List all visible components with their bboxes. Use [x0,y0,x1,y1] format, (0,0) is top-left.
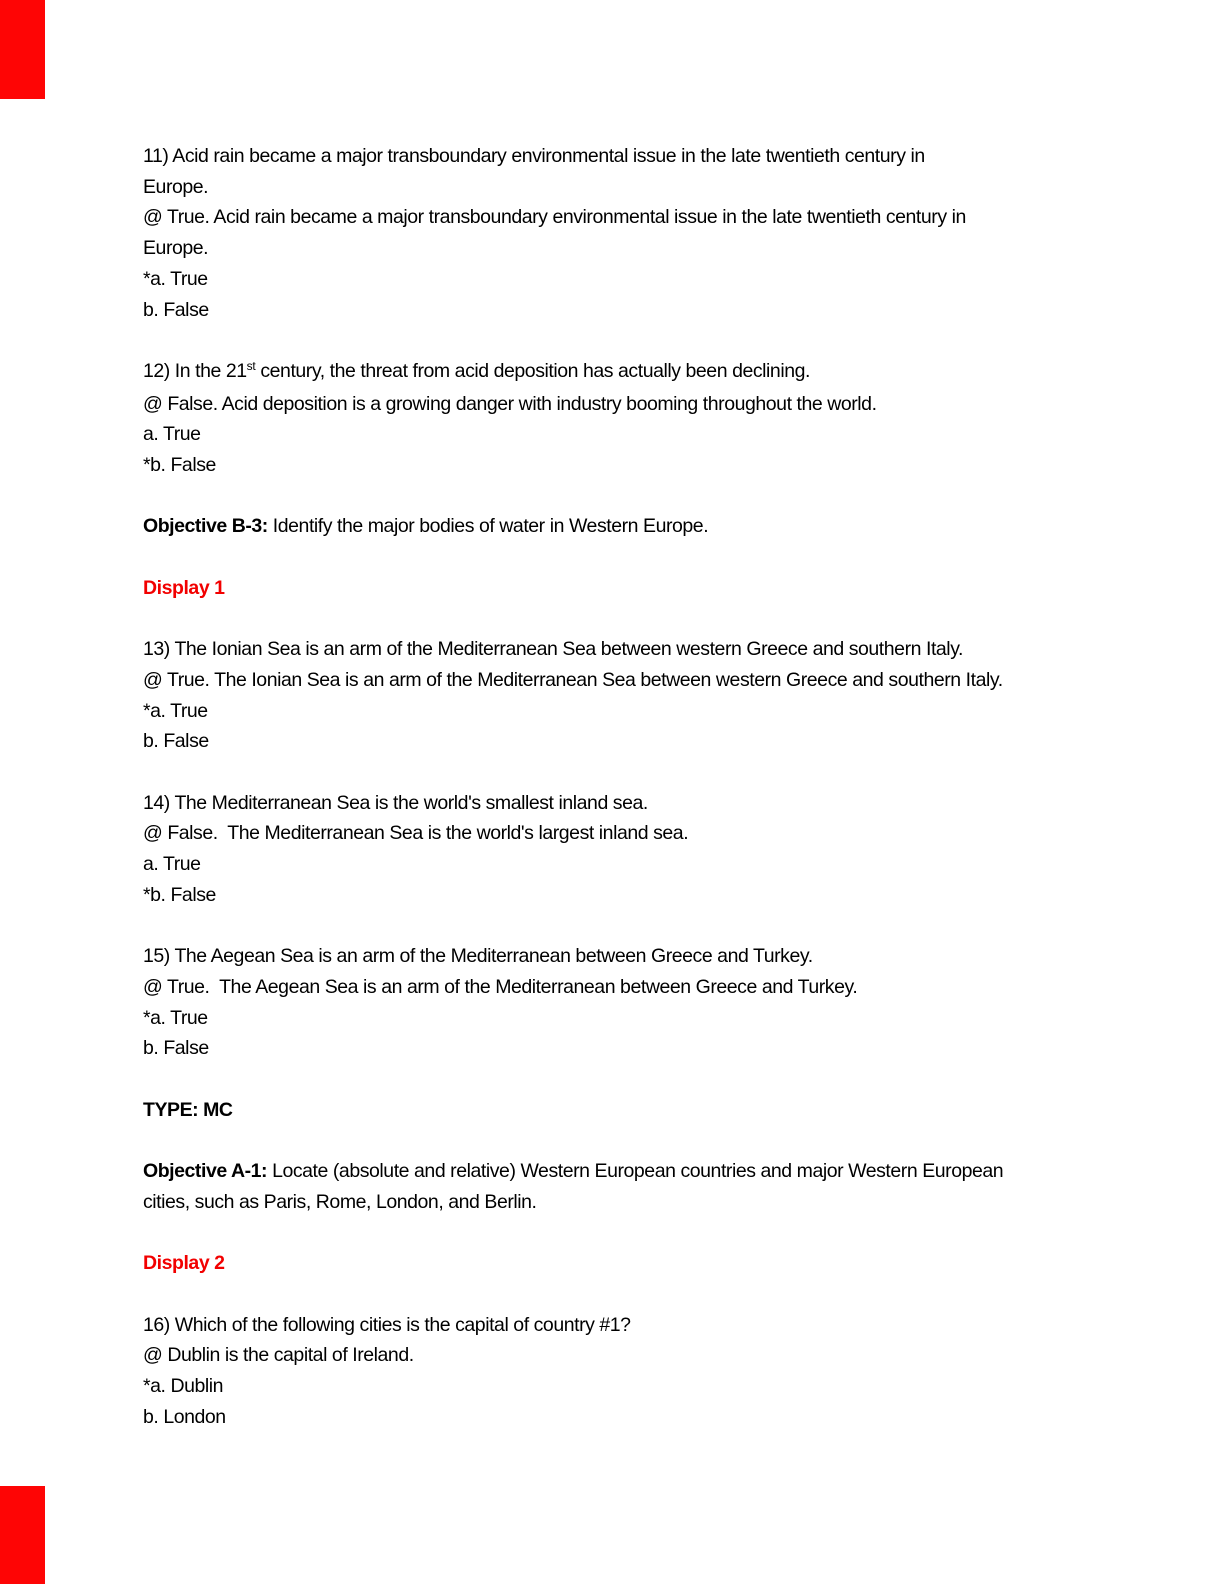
type-mc-label [143,1095,1093,1126]
text-segment: a. True [143,853,201,876]
text-line [143,1371,1093,1402]
text-line [143,573,1093,604]
text-line [143,1310,1093,1341]
question-11 [143,141,1093,325]
question-16 [143,1310,1093,1433]
text-segment: @ Dublin is the capital of Ireland. [143,1344,414,1367]
text-segment: b. False [143,1037,209,1060]
text-line [143,634,1093,665]
text-line [143,880,1093,911]
text-line [143,511,1093,542]
text-segment: Objective B-3: [143,515,268,538]
text-line [143,726,1093,757]
text-segment: *a. True [143,1006,208,1029]
text-segment: @ False. Acid deposition is a growing danger with industry booming throughout the world. [143,392,877,415]
text-line [143,419,1093,450]
text-segment: 12) In the 21 [143,359,247,382]
text-segment: TYPE: MC [143,1098,233,1121]
text-segment: @ True. The Ionian Sea is an arm of the Mediterranean Sea between western Greece and southern Italy. [143,668,1003,691]
text-segment: Display 1 [143,576,225,599]
text-segment: *a. Dublin [143,1374,224,1397]
question-14 [143,788,1093,911]
text-line [143,1248,1093,1279]
text-line [143,202,1093,233]
text-segment: 15) The Aegean Sea is an arm of the Mediterranean between Greece and Turkey. [143,945,813,968]
text-segment: Locate (absolute and relative) Western European countries and major Western European [267,1160,1004,1183]
text-line [143,1340,1093,1371]
text-line [143,665,1093,696]
text-segment: 16) Which of the following cities is the capital of country #1? [143,1313,631,1336]
text-segment: @ True. The Aegean Sea is an arm of the Mediterranean between Greece and Turkey. [143,975,858,998]
text-segment: 13) The Ionian Sea is an arm of the Mediterranean Sea between western Greece and southern Italy. [143,638,964,661]
text-line [143,295,1093,326]
text-line [143,450,1093,481]
text-segment: Display 2 [143,1252,225,1275]
text-line [143,788,1093,819]
objective-a1 [143,1156,1093,1217]
red-corner-mark-top-left [0,0,45,99]
display-2-label [143,1248,1093,1279]
text-line [143,696,1093,727]
text-line [143,1095,1093,1126]
text-segment: *b. False [143,454,216,477]
text-line [143,1187,1093,1218]
text-line [143,264,1093,295]
question-13 [143,634,1093,757]
objective-b3 [143,511,1093,542]
red-corner-mark-bottom-left [0,1486,45,1584]
text-line [143,1402,1093,1433]
text-segment: b. False [143,730,209,753]
text-segment: a. True [143,423,201,446]
question-12 [143,356,1093,481]
text-line [143,233,1093,264]
text-line [143,818,1093,849]
text-line [143,941,1093,972]
text-segment: Identify the major bodies of water in Western Europe. [267,515,709,538]
text-segment: @ False. The Mediterranean Sea is the world's largest inland sea. [143,822,689,845]
text-segment: cities, such as Paris, Rome, London, and Berlin. [143,1190,537,1213]
text-line [143,972,1093,1003]
text-line [143,1003,1093,1034]
text-segment: b. London [143,1405,226,1428]
text-line [143,849,1093,880]
text-line [143,1156,1093,1187]
document-text-content [143,141,1093,1463]
text-segment: *a. True [143,267,208,290]
text-line [143,172,1093,203]
text-segment: @ True. Acid rain became a major transboundary environmental issue in the late twentieth century in [143,206,966,229]
text-segment: 11) Acid rain became a major transboundary environmental issue in the late twentieth century in [143,145,925,167]
text-line [143,389,1093,420]
text-segment: 14) The Mediterranean Sea is the world's smallest inland sea. [143,791,648,814]
text-line [143,141,1093,172]
text-segment: Objective A-1: [143,1160,268,1183]
text-segment: century, the threat from acid deposition has actually been declining. [255,359,810,382]
text-line [143,356,1093,389]
display-1-label [143,573,1093,604]
text-segment: *b. False [143,883,216,906]
text-segment: b. False [143,298,209,321]
question-15 [143,941,1093,1064]
text-segment: st [246,358,256,373]
text-segment: Europe. [143,175,209,198]
text-segment: Europe. [143,237,209,260]
text-line [143,1033,1093,1064]
text-segment: *a. True [143,699,208,722]
